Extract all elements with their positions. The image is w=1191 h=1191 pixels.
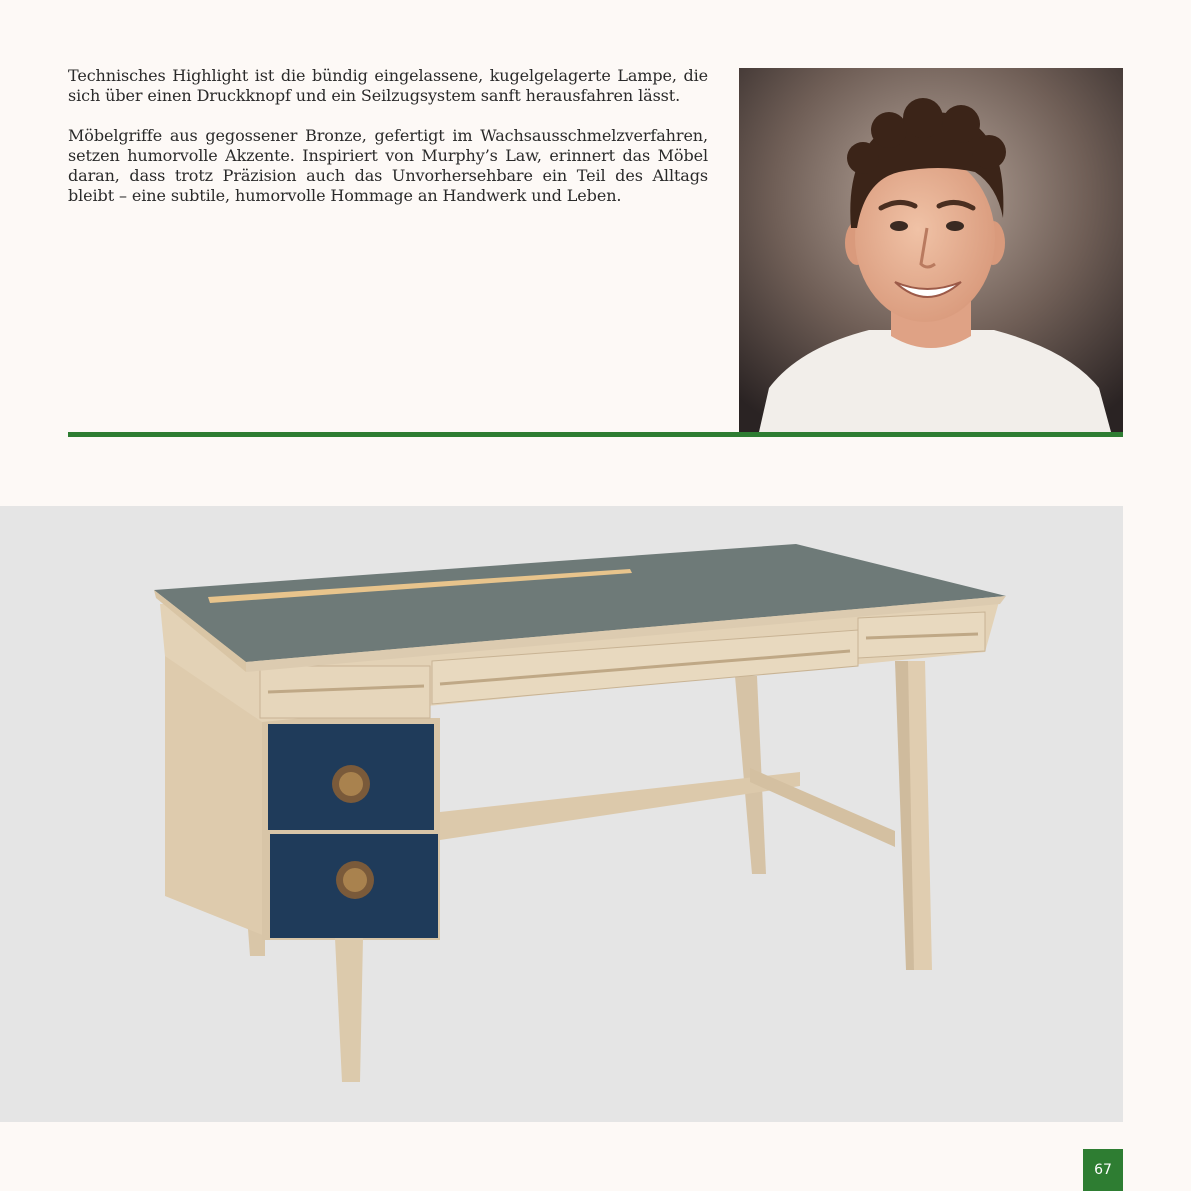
section-divider [68,432,1123,437]
desk-product-photo [0,506,1123,1122]
designer-portrait [739,68,1123,432]
body-text [68,66,708,226]
page-number: 67 [1083,1149,1123,1191]
paragraph-lamp: Technisches Highlight ist die bündig eingelassene, kugelgelagerte Lampe, die sich über einen Druckknopf und ein Seilzugsystem sanft herausfahren lässt. [68,66,708,105]
paragraph-handles: Möbelgriffe aus gegossener Bronze, gefertigt im Wachsausschmelzverfahren, setzen humorvolle Akzente. Inspiriert von Murphy’s Law, erinnert das Möbel daran, dass trotz Präzision auch das Unvorhersehbare ein Teil des Alltags bleibt – eine subtile, humorvolle Hommage an Handwerk und Leben. [68,126,708,205]
